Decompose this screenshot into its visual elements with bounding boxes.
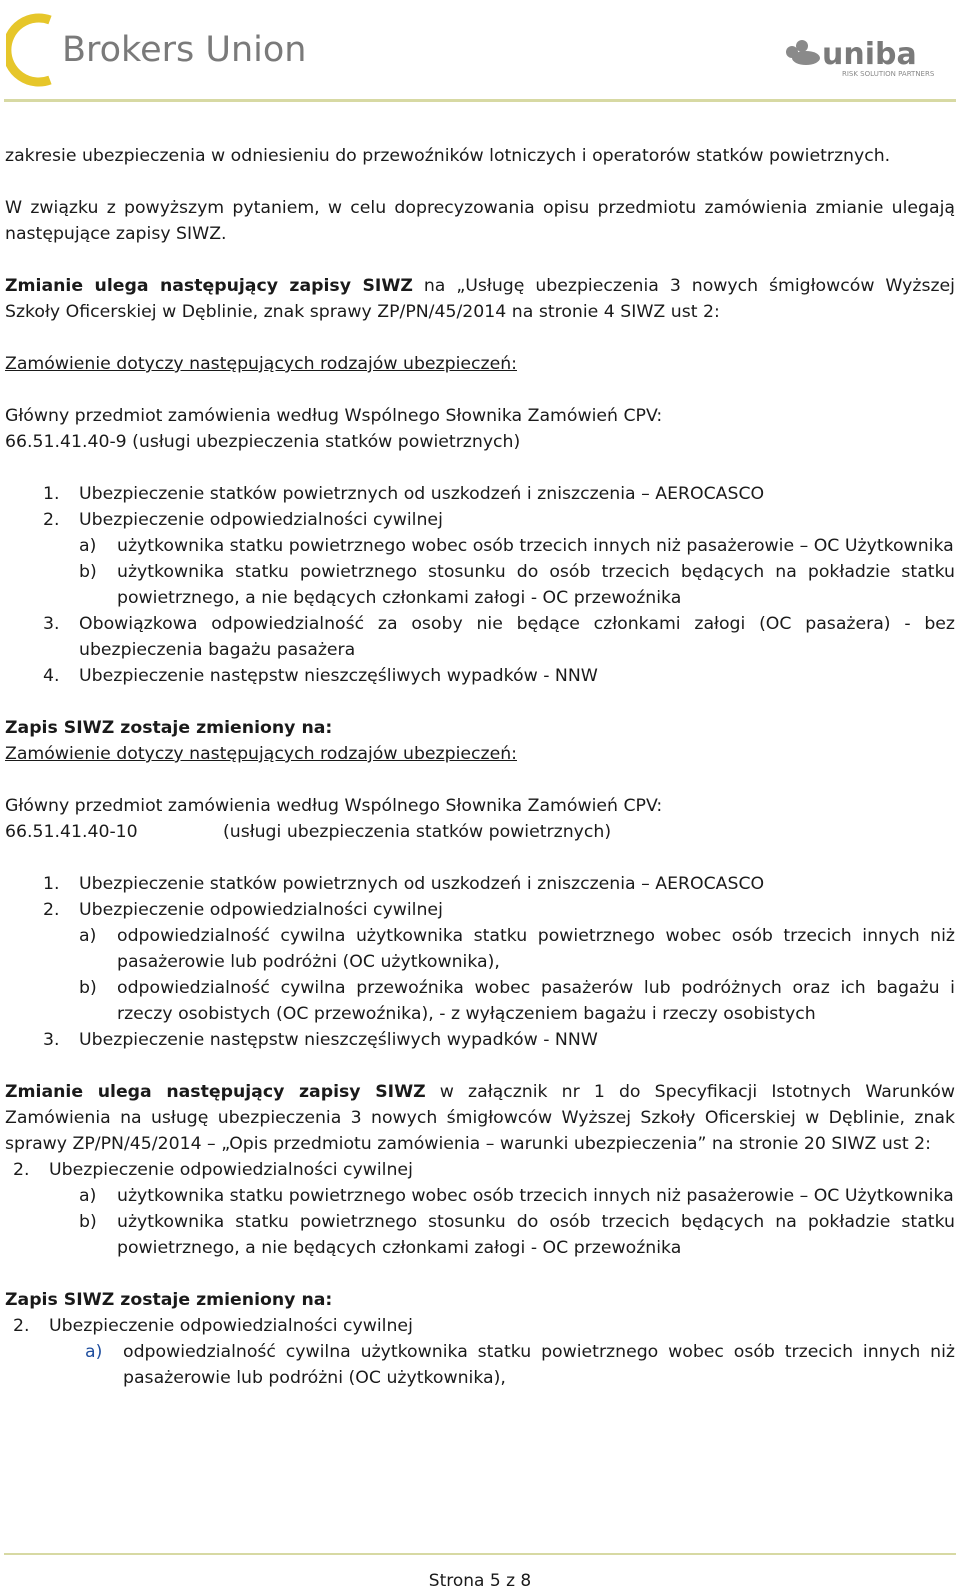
paragraph: W związku z powyższym pytaniem, w celu doprecyzowania opisu przedmiotu zamówienia zmianie ulegają następujące zapisy SIWZ. <box>5 198 955 244</box>
uniba-logo <box>780 34 950 80</box>
attachment-list-original <box>5 1157 955 1261</box>
sub-item: a) odpowiedzialność cywilna użytkownika statku powietrznego wobec osób trzecich innych niż pasażerowie lub podróżni (OC użytkownika), <box>85 1342 955 1388</box>
insurance-list-original <box>5 481 955 689</box>
section-heading: Zamówienie dotyczy następujących rodzajów ubezpieczeń: <box>5 354 517 374</box>
bold-lead: Zmianie ulega następujący zapisy SIWZ <box>5 1082 426 1102</box>
cpv-line <box>5 429 955 455</box>
page-header <box>0 0 960 106</box>
list-item: 2. Ubezpieczenie odpowiedzialności cywilnej <box>43 510 443 530</box>
header-divider <box>4 99 956 102</box>
footer-divider <box>4 1553 956 1555</box>
page-number: Strona 5 z 8 <box>428 1571 532 1591</box>
logo-right-tagline: RISK SOLUTION PARTNERS <box>842 70 935 78</box>
list-item: 3. Obowiązkowa odpowiedzialność za osoby nie będące członkami załogi (OC pasażera) - bez ubezpieczenia bagażu pasażera <box>43 614 955 660</box>
list-item: 4. Ubezpieczenie następstw nieszczęśliwych wypadków - NNW <box>43 666 598 686</box>
paragraph: zakresie ubezpieczenia w odniesieniu do przewoźników lotniczych i operatorów statków powietrznych. <box>5 146 891 166</box>
cpv-label: Główny przedmiot zamówienia według Wspólnego Słownika Zamówień CPV: <box>5 796 663 816</box>
cpv-line <box>5 819 955 845</box>
cpv-code: 66.51.41.40-9 <box>5 432 127 452</box>
list-item: 2. Ubezpieczenie odpowiedzialności cywilnej <box>43 900 443 920</box>
document-body <box>5 143 955 1391</box>
cpv-desc: (usługi ubezpieczenia statków powietrznych) <box>132 432 521 452</box>
change-heading: Zapis SIWZ zostaje zmieniony na: <box>5 718 333 738</box>
paragraph-change-notice: Zmianie ulega następujący zapisy SIWZ na „Usługę ubezpieczenia 3 nowych śmigłowców Wyższej Szkoły Oficerskiej w Dęblinie, znak sprawy ZP/PN/45/2014 na stronie 4 SIWZ ust 2: <box>5 276 955 322</box>
logo-left-text: Brokers Union <box>62 30 306 70</box>
list-item: 2. Ubezpieczenie odpowiedzialności cywilnej <box>13 1316 413 1336</box>
logo-right-text: uniba <box>822 37 917 72</box>
section-heading: Zamówienie dotyczy następujących rodzajów ubezpieczeń: <box>5 744 517 764</box>
cpv-code: 66.51.41.40-10 <box>5 822 138 842</box>
sub-item: b) odpowiedzialność cywilna przewoźnika wobec pasażerów lub podróżnych oraz ich bagażu i rzeczy osobistych (OC przewoźnika), - z wyłączeniem bagażu i rzeczy osobistych <box>79 978 955 1024</box>
sub-item: a) użytkownika statku powietrznego wobec osób trzecich innych niż pasażerowie – OC Użytkownika <box>79 536 954 556</box>
change-heading: Zapis SIWZ zostaje zmieniony na: <box>5 1290 333 1310</box>
sub-item: b) użytkownika statku powietrznego stosunku do osób trzecich będących na pokładzie statku powietrznego, a nie będących członkami załogi - OC przewoźnika <box>79 562 955 608</box>
list-item: 2. Ubezpieczenie odpowiedzialności cywilnej <box>13 1160 413 1180</box>
insurance-list-amended <box>5 871 955 1053</box>
list-item: 1. Ubezpieczenie statków powietrznych od uszkodzeń i zniszczenia – AEROCASCO <box>43 874 765 894</box>
sub-item: a) odpowiedzialność cywilna użytkownika statku powietrznego wobec osób trzecich innych niż pasażerowie lub podróżni (OC użytkownika), <box>79 926 955 972</box>
sub-item: b) użytkownika statku powietrznego stosunku do osób trzecich będących na pokładzie statku powietrznego, a nie będących członkami załogi - OC przewoźnika <box>79 1212 955 1258</box>
attachment-list-amended <box>5 1313 955 1391</box>
cpv-desc: (usługi ubezpieczenia statków powietrznych) <box>223 822 612 842</box>
cpv-label: Główny przedmiot zamówienia według Wspólnego Słownika Zamówień CPV: <box>5 406 663 426</box>
paragraph-change-notice: Zmianie ulega następujący zapisy SIWZ w załącznik nr 1 do Specyfikacji Istotnych Warunków Zamówienia na usługę ubezpieczenia 3 nowych śmigłowców Wyższej Szkoły Oficerskiej w Dęblinie, znak sprawy ZP/PN/45/2014 – „Opis przedmiotu zamówienia – warunki ubezpieczenia” na stronie 20 SIWZ ust 2: <box>5 1082 955 1154</box>
sub-item: a) użytkownika statku powietrznego wobec osób trzecich innych niż pasażerowie – OC Użytkownika <box>79 1186 954 1206</box>
list-item: 3. Ubezpieczenie następstw nieszczęśliwych wypadków - NNW <box>43 1030 598 1050</box>
brokers-union-logo <box>6 12 306 88</box>
bold-lead: Zmianie ulega następujący zapisy SIWZ <box>5 276 413 296</box>
list-item: 1. Ubezpieczenie statków powietrznych od uszkodzeń i zniszczenia – AEROCASCO <box>43 484 765 504</box>
